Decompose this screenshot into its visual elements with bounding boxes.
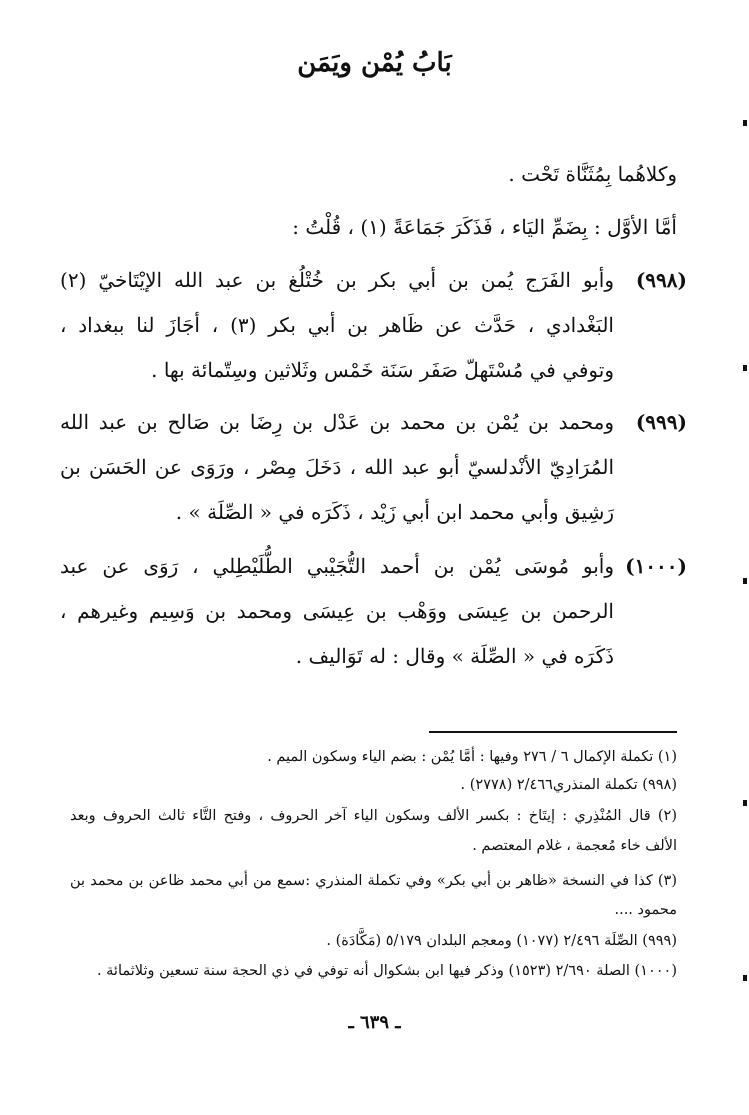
chapter-title: بَابُ يُمْن ويَمَن xyxy=(297,48,452,78)
footnote: (١) تكملة الإكمال ٦ / ٢٧٦ وفيها : أمَّا يُمْن : بضم الياء وسكون الميم . xyxy=(267,749,677,765)
page-number: ـ ٦٣٩ ـ xyxy=(348,1012,401,1033)
footnote: محمود .... xyxy=(614,902,677,918)
entry-number: (١٠٠٠) xyxy=(625,554,687,578)
footnote: الألف خاء مُعجمة ، غلام المعتصم . xyxy=(472,838,677,854)
entry-number: (٩٩٩) xyxy=(635,410,687,434)
footnote: (٩٩٨) تكملة المنذري٢/٤٦٦ (٢٧٧٨) . xyxy=(460,777,677,793)
entry-line: البَغْدادي ، حَدَّث عن ظَاهر بن أبي بكر (٣) ، أجَازَ لنا ببغداد ، xyxy=(60,313,614,337)
entry-line: وأبو الفَرَج يُمن بن أبي بكر بن خُتْلُغ بن عبد الله الإيْتَاخيّ (٢) xyxy=(60,268,614,292)
footnote: (١٠٠٠) الصلة ٢/٦٩٠ (١٥٢٣) وذكر فيها ابن بشكوال أنه توفي في ذي الحجة سنة تسعين وثلاثمائة . xyxy=(96,963,677,979)
entry-line: وتوفي في مُسْتَهلّ صَفَر سَنَة خَمْس وثَلاثين وسِتّمائة بها . xyxy=(151,358,614,382)
intro-line-2: أمَّا الأوَّل : بِضَمِّ اليَاء ، فَذَكَرَ جَمَاعَةً (١) ، قُلْتُ : xyxy=(292,215,677,239)
footnote: (٩٩٩) الصِّلَة ٢/٤٩٦ (١٠٧٧) ومعجم البلدان ٥/١٧٩ (مَكَّادَة) . xyxy=(326,933,677,949)
scan-edge-mark xyxy=(743,975,747,981)
scan-edge-mark xyxy=(743,120,747,126)
entry-number: (٩٩٨) xyxy=(635,268,687,292)
scan-edge-mark xyxy=(743,365,747,371)
footnote: (٣) كذا في النسخة «ظاهر بن أبي بكر» وفي تكملة المنذري :سمع من أبي محمد ظاعن بن محمد بن xyxy=(70,873,677,889)
entry-line: رَشِيق وأبي محمد ابن أبي زَيْد ، ذَكَرَه في « الصِّلَة » . xyxy=(175,500,614,524)
entry-line: ومحمد بن يُمْن بن محمد بن عَدْل بن رِضَا بن صَالح بن عبد الله xyxy=(60,410,614,434)
entry-line: الرحمن بن عِيسَى ووَهْب بن عِيسَى ومحمد بن وَسِيم وغيرهم ، xyxy=(60,599,614,623)
entry-line: وأبو مُوسَى يُمْن بن أحمد التُّجَيْبي الطُّلَيْطِلي ، رَوَى عن عبد xyxy=(60,554,614,578)
intro-line-1: وكلاهُما بِمُثَنَّاة تَحْت . xyxy=(508,162,677,186)
scan-edge-mark xyxy=(743,800,747,806)
footnote-divider xyxy=(429,731,677,733)
entry-line: المُرَادِيّ الأنْدلسيّ أبو عبد الله ، دَخَلَ مِصْر ، ورَوَى عن الحَسَن بن xyxy=(60,455,614,479)
footnote: (٢) قال المُنْذِري : إيتَاخ : بكسر الألف وسكون الياء آخر الحروف ، وفتح التَّاء ثالث الحروف وبعد xyxy=(70,808,677,824)
scan-edge-mark xyxy=(743,578,747,584)
entry-line: ذَكَرَه في « الصِّلَة » وقال : له تَوَاليف . xyxy=(295,644,614,668)
